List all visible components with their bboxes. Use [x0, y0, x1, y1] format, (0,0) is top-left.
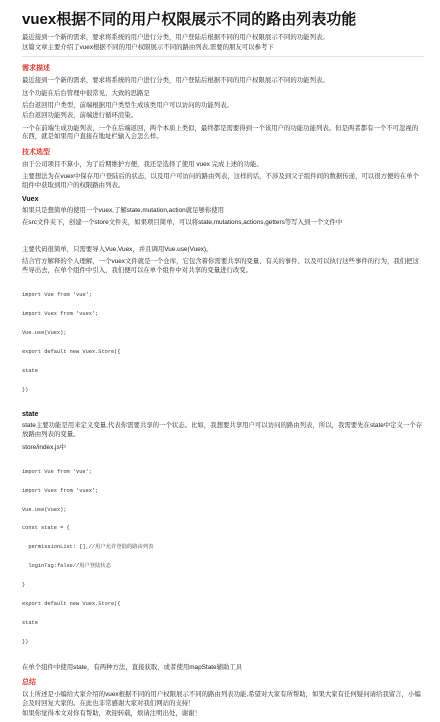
vuex-paragraph: 在src文件夹下，创建一个store文件夹，如果项目简单，可以将state,mutations,actions,getters等写入到一个文件中 — [22, 219, 343, 227]
vuex-paragraph: 如果只是想简单的使用一个vuex,了解state,mutation,action就足够你使用 — [22, 206, 225, 214]
code-line: import Vuex from 'vuex'; — [22, 310, 99, 317]
code-line: import Vuex from 'vuex'; — [22, 487, 99, 494]
tech-paragraph: 由于公司项目不算小，为了后期维护方便，我还是选择了使用 vuex 完成上述的功能。 — [22, 160, 263, 168]
section-heading-vuex: Vuex — [22, 195, 39, 203]
requirement-paragraph: 一个在前端生成功能列表，一个在后端返回，两个本质上类似，最终都是需要得到一个该用户的功能功能列表。但是两者都有一个不可忽视的东西，就是如果用户直接在地址栏输入会怎么样。 — [22, 124, 419, 141]
code-line: }) — [22, 638, 29, 645]
code-line: export default new Vuex.Store({ — [22, 601, 121, 608]
code-line: Vue.use(Vuex); — [22, 506, 67, 513]
vuex-paragraph: 主要代码很简单，只需要导入Vue,Vuex，并且调用Vue.use(Vuex)。 — [22, 245, 213, 253]
state-file-label: store/index.js中 — [22, 443, 67, 451]
vuex-paragraph: 结合官方解释的个人理解，一个vuex文件就是一个仓库，它包含着你需要共享的变量、有关的事件、以及可以执行这些事件的行为，我们把这些导出去，在单个组件中引入，我们便可以在单个组件中对共享的变量进行改变。 — [22, 258, 419, 274]
requirement-paragraph: 后台返回功能列表，前端进行循环渲染。 — [22, 111, 138, 119]
section-heading-summary: 总结 — [22, 679, 36, 687]
document-page — [22, 10, 424, 722]
page-title: vuex根据不同的用户权限展示不同的路由列表功能 — [22, 11, 357, 28]
code-line: const state = { — [22, 525, 70, 532]
code-line: loginTag:false//用户登陆状态 — [22, 563, 111, 570]
state-paragraph: 在单个组件中使用state，有两种方法，直接获取，或者使用mapState辅助工具 — [22, 663, 243, 671]
section-heading-requirement: 需求描述 — [22, 65, 50, 73]
intro-line-1: 最近接到一个新的需求，要求将系统的用户进行分类，用户登陆后根据不同的用户权限展示不同的功能列表。 — [22, 34, 329, 41]
divider — [22, 56, 424, 57]
code-line: import Vue from 'vue'; — [22, 468, 92, 475]
image-placeholder-gap — [22, 232, 424, 246]
requirement-paragraph: 最近接到一个新的需求，要求将系统的用户进行分类，用户登陆后根据不同的用户权限展示不同的功能列表。 — [22, 77, 329, 85]
code-block-vuex — [22, 280, 424, 406]
code-line: import Vue from 'vue'; — [22, 292, 92, 299]
code-line: export default new Vuex.Store({ — [22, 348, 121, 355]
requirement-paragraph: 后台返回用户类型，前端根据用户类型生成该类用户可以访问的功能列表。 — [22, 102, 233, 110]
tech-paragraph: 主要想法为在vuex中保存用户登陆后的状态，以及用户可访问的路由列表，这样的话，不涉及到父子组件间的数据传递，可以很方便的在单个组件中获取到用户的权限路由列表。 — [22, 173, 419, 189]
intro-line-2: 这篇文章主要介绍了vuex根据不同的用户权限展示不同的路由列表,需要的朋友可以参考下 — [22, 43, 274, 51]
requirement-paragraph: 这个功能在后台管理中很常见，大致的思路是 — [22, 89, 150, 97]
code-line: state — [22, 619, 38, 626]
section-heading-tech: 技术选型 — [22, 148, 50, 156]
code-line: permissionList: [],//用户允许登陆的路由列表 — [22, 544, 154, 551]
summary-paragraph: 如果你觉得本文对你有帮助，欢迎转载，烦请注明出处，谢谢！ — [22, 709, 201, 717]
summary-paragraph: 以上所述是小编给大家介绍的vuex根据不同的用户权限展示不同的路由列表功能,希望对大家有所帮助，如果大家有任何疑问请给我留言，小编会及时回复大家的。在此也非常感谢大家对我们网站的支持！ — [22, 691, 421, 707]
code-block-state — [22, 456, 424, 658]
code-line: } — [22, 582, 26, 589]
code-line: state — [22, 367, 38, 374]
section-heading-state: state — [22, 411, 39, 419]
code-line: Vue.use(Vuex); — [22, 329, 67, 336]
state-paragraph: state主要功能是用来定义变量,代表你需要共享的一个状态。比如，我想要共享用户可以访问的路由列表，所以，我需要先在state中定义一个存放路由列表的变量。 — [22, 422, 423, 439]
code-line: }) — [22, 386, 29, 393]
